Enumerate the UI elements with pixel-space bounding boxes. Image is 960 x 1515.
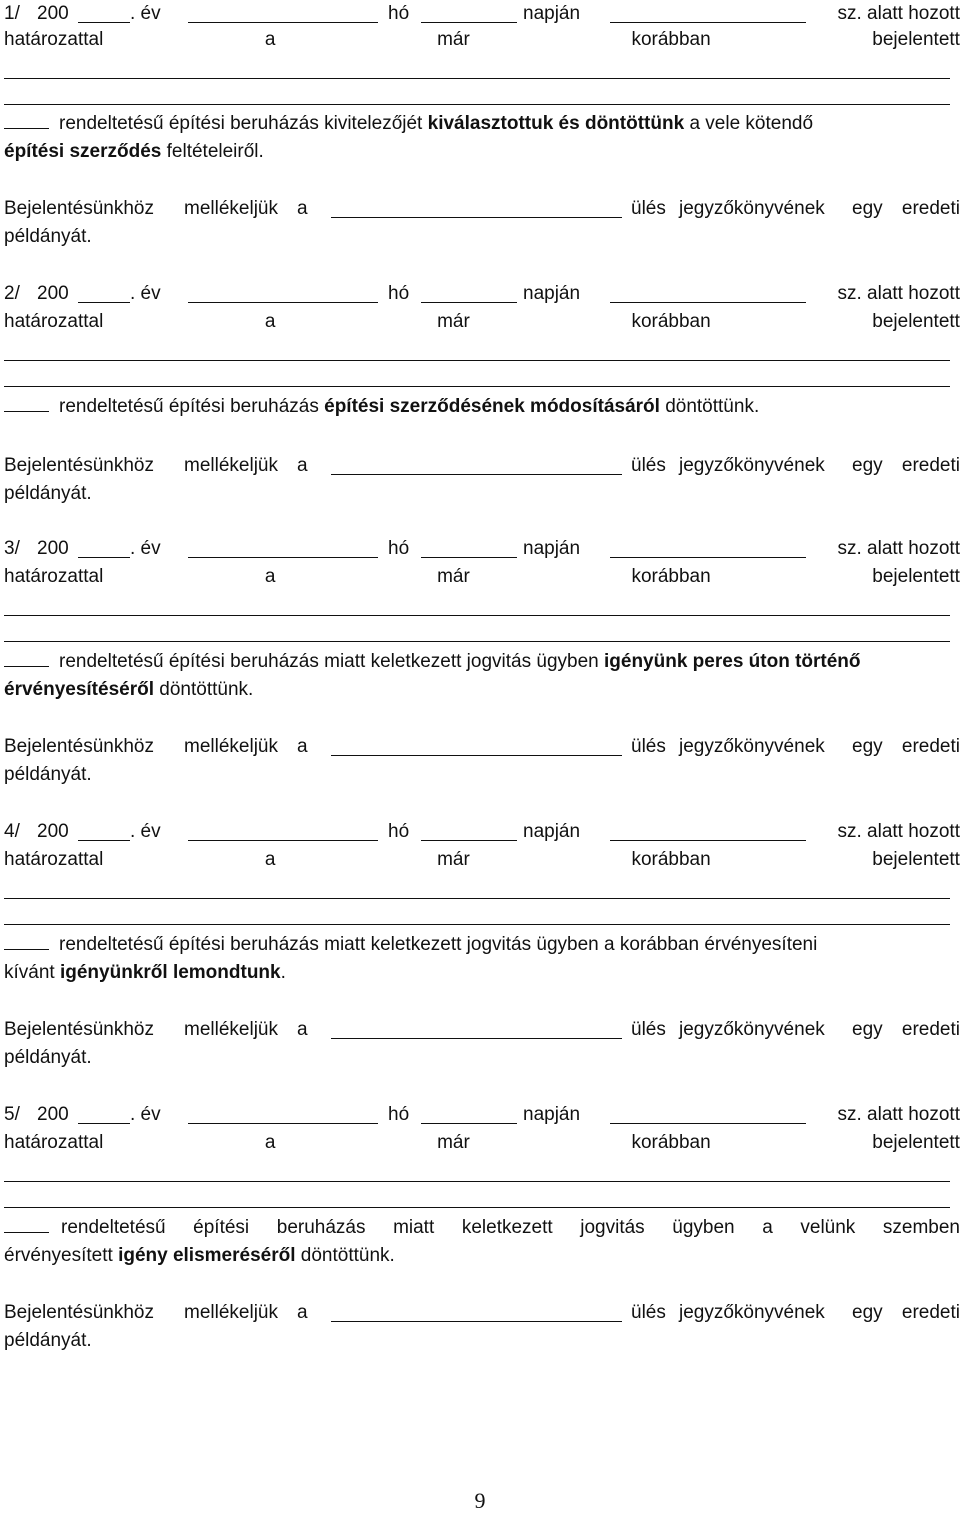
date-line-2 <box>4 280 960 308</box>
day-blank[interactable] <box>421 822 517 841</box>
text: döntöttünk. <box>159 679 254 700</box>
blank-short[interactable] <box>4 393 49 412</box>
body-line <box>4 393 960 421</box>
body-line <box>4 1214 960 1242</box>
year-prefix: 200 <box>37 283 69 304</box>
section-number: 4/ <box>4 821 20 842</box>
word: határozattal <box>4 311 104 332</box>
text: példányát. <box>4 764 92 785</box>
date-line-4 <box>4 818 960 846</box>
number-blank[interactable] <box>610 284 806 303</box>
hatarozattal-line <box>4 846 960 874</box>
word: határozattal <box>4 1132 104 1153</box>
word: bejelentett <box>872 29 960 50</box>
month-blank[interactable] <box>188 284 378 303</box>
attachment-line-2 <box>4 223 960 251</box>
word: jegyzőkönyvének <box>679 1302 825 1323</box>
text: rendeltetésű építési beruházás miatt keletkezett jogvitás ügyben a korábban érvényesíteni <box>59 934 818 955</box>
word: korábban <box>631 311 711 332</box>
word: mellékeljük <box>184 455 278 476</box>
section-number: 5/ <box>4 1104 20 1125</box>
year-blank[interactable] <box>78 1105 130 1124</box>
ev-label: . év <box>130 283 161 304</box>
word: a <box>264 849 276 870</box>
word: eredeti <box>901 736 960 757</box>
bold-text: igény elismeréséről <box>118 1245 296 1266</box>
bold-text: érvényesítéséről <box>4 679 154 700</box>
word: bejelentett <box>872 1132 960 1153</box>
word: mellékeljük <box>184 1019 278 1040</box>
word: határozattal <box>4 566 104 587</box>
word: Bejelentésünkhöz <box>4 736 154 757</box>
alatt-label: sz. alatt hozott <box>837 1104 960 1125</box>
text: példányát. <box>4 1330 92 1351</box>
month-blank[interactable] <box>188 539 378 558</box>
text: példányát. <box>4 1047 92 1068</box>
word: már <box>437 29 470 50</box>
word: jegyzőkönyvének <box>679 198 825 219</box>
word: bejelentett <box>872 566 960 587</box>
text: kívánt <box>4 962 55 983</box>
blank-line[interactable] <box>4 386 950 387</box>
number-blank[interactable] <box>610 539 806 558</box>
date-line-5 <box>4 1101 960 1129</box>
blank-line[interactable] <box>4 78 950 79</box>
day-blank[interactable] <box>421 284 517 303</box>
ho-label: hó <box>388 538 410 559</box>
meeting-blank[interactable] <box>331 1020 622 1039</box>
hatarozattal-line <box>4 308 960 336</box>
napjan-label: napján <box>523 821 581 842</box>
blank-short[interactable] <box>4 110 49 129</box>
blank-line[interactable] <box>4 898 950 899</box>
year-prefix: 200 <box>37 1104 69 1125</box>
word: ülés <box>631 455 666 476</box>
word: már <box>437 566 470 587</box>
text: érvényesített <box>4 1245 113 1266</box>
bold-text: igényünkről lemondtunk <box>59 962 281 983</box>
word: a <box>297 736 308 757</box>
alatt-label: sz. alatt hozott <box>837 538 960 559</box>
hatarozattal-line <box>4 1129 960 1157</box>
page-number: 9 <box>474 1488 486 1513</box>
bold-text: építési szerződésének módosításáról <box>324 396 660 417</box>
year-blank[interactable] <box>78 822 130 841</box>
word: mellékeljük <box>184 1302 278 1323</box>
day-blank[interactable] <box>421 4 517 23</box>
date-line-1 <box>4 0 960 28</box>
ev-label: . év <box>130 821 161 842</box>
attachment-line-2 <box>4 761 960 789</box>
body-line <box>4 110 960 138</box>
number-blank[interactable] <box>610 822 806 841</box>
word: a <box>297 198 308 219</box>
word: egy <box>852 455 883 476</box>
word: jegyzőkönyvének <box>679 736 825 757</box>
attachment-line <box>4 452 960 480</box>
text: döntöttünk. <box>665 396 760 417</box>
number-blank[interactable] <box>610 1105 806 1124</box>
day-blank[interactable] <box>421 1105 517 1124</box>
bold-text: igényünk peres úton történő <box>604 651 861 672</box>
word: mellékeljük <box>184 198 278 219</box>
meeting-blank[interactable] <box>331 737 622 756</box>
year-blank[interactable] <box>78 539 130 558</box>
word: határozattal <box>4 849 104 870</box>
section-number: 3/ <box>4 538 20 559</box>
meeting-blank[interactable] <box>331 199 622 218</box>
napjan-label: napján <box>523 283 581 304</box>
year-prefix: 200 <box>37 3 69 24</box>
word: Bejelentésünkhöz <box>4 455 154 476</box>
word: egy <box>852 198 883 219</box>
year-blank[interactable] <box>78 284 130 303</box>
year-prefix: 200 <box>37 821 69 842</box>
word: a <box>297 1302 308 1323</box>
word: már <box>437 311 470 332</box>
hatarozattal-line <box>4 26 960 54</box>
alatt-label: sz. alatt hozott <box>837 283 960 304</box>
attachment-line-2 <box>4 1044 960 1072</box>
blank-line[interactable] <box>4 924 950 925</box>
word: ülés <box>631 1019 666 1040</box>
word: a <box>297 455 308 476</box>
month-blank[interactable] <box>188 4 378 23</box>
text: rendeltetésű építési beruházás <box>59 396 319 417</box>
word: bejelentett <box>872 849 960 870</box>
text: rendeltetésű építési beruházás kivitelezőjét <box>59 113 423 134</box>
bold-text: kiválasztottuk és döntöttünk <box>427 113 685 134</box>
text: példányát. <box>4 226 92 247</box>
day-blank[interactable] <box>421 539 517 558</box>
blank-line[interactable] <box>4 1181 950 1182</box>
attachment-line <box>4 195 960 223</box>
meeting-blank[interactable] <box>331 1303 622 1322</box>
month-blank[interactable] <box>188 822 378 841</box>
year-prefix: 200 <box>37 538 69 559</box>
word: jegyzőkönyvének <box>679 1019 825 1040</box>
text: rendeltetésű építési beruházás miatt keletkezett jogvitás ügyben <box>59 651 599 672</box>
blank-line[interactable] <box>4 1207 950 1208</box>
word: már <box>437 1132 470 1153</box>
blank-line[interactable] <box>4 104 950 105</box>
word: egy <box>852 1019 883 1040</box>
word: korábban <box>631 566 711 587</box>
word: eredeti <box>901 1302 960 1323</box>
blank-short[interactable] <box>4 648 49 667</box>
body-line <box>4 138 960 166</box>
ho-label: hó <box>388 283 410 304</box>
text: döntöttünk. <box>300 1245 395 1266</box>
ho-label: hó <box>388 821 410 842</box>
body-line <box>4 648 960 676</box>
blank-line[interactable] <box>4 641 950 642</box>
text: példányát. <box>4 483 92 504</box>
body-line <box>4 959 960 987</box>
alatt-label: sz. alatt hozott <box>837 821 960 842</box>
ho-label: hó <box>388 3 410 24</box>
word: ülés <box>631 198 666 219</box>
word: a <box>264 1132 276 1153</box>
month-blank[interactable] <box>188 1105 378 1124</box>
napjan-label: napján <box>523 538 581 559</box>
word: a <box>264 566 276 587</box>
word: eredeti <box>901 1019 960 1040</box>
meeting-blank[interactable] <box>331 456 622 475</box>
word: korábban <box>631 849 711 870</box>
word: egy <box>852 1302 883 1323</box>
alatt-label: sz. alatt hozott <box>837 3 960 24</box>
hatarozattal-line <box>4 563 960 591</box>
text: . <box>280 962 286 983</box>
word: eredeti <box>901 455 960 476</box>
word: Bejelentésünkhöz <box>4 1302 154 1323</box>
word: a <box>264 311 276 332</box>
text: rendeltetésű építési beruházás miatt keletkezett jogvitás ügyben a velünk szemben <box>61 1217 960 1238</box>
body-line <box>4 931 960 959</box>
word: korábban <box>631 1132 711 1153</box>
body-line <box>4 1242 960 1270</box>
number-blank[interactable] <box>610 4 806 23</box>
word: a <box>297 1019 308 1040</box>
word: eredeti <box>901 198 960 219</box>
ev-label: . év <box>130 3 161 24</box>
word: jegyzőkönyvének <box>679 455 825 476</box>
ev-label: . év <box>130 1104 161 1125</box>
word: bejelentett <box>872 311 960 332</box>
napjan-label: napján <box>523 3 581 24</box>
bold-text: építési szerződés <box>4 141 162 162</box>
date-line-3 <box>4 535 960 563</box>
attachment-line-2 <box>4 1327 960 1355</box>
word: ülés <box>631 1302 666 1323</box>
blank-short[interactable] <box>4 1214 49 1233</box>
word: Bejelentésünkhöz <box>4 1019 154 1040</box>
attachment-line-2 <box>4 480 960 508</box>
word: határozattal <box>4 29 104 50</box>
text: a vele kötendő <box>689 113 814 134</box>
word: ülés <box>631 736 666 757</box>
word: egy <box>852 736 883 757</box>
blank-line[interactable] <box>4 360 950 361</box>
word: korábban <box>631 29 711 50</box>
ev-label: . év <box>130 538 161 559</box>
word: a <box>264 29 276 50</box>
year-blank[interactable] <box>78 4 130 23</box>
word: mellékeljük <box>184 736 278 757</box>
word: Bejelentésünkhöz <box>4 198 154 219</box>
attachment-line <box>4 733 960 761</box>
ho-label: hó <box>388 1104 410 1125</box>
text: feltételeiről. <box>166 141 264 162</box>
word: már <box>437 849 470 870</box>
blank-short[interactable] <box>4 931 49 950</box>
body-line <box>4 676 960 704</box>
attachment-line <box>4 1299 960 1327</box>
napjan-label: napján <box>523 1104 581 1125</box>
attachment-line <box>4 1016 960 1044</box>
section-number: 2/ <box>4 283 20 304</box>
section-number: 1/ <box>4 3 20 24</box>
blank-line[interactable] <box>4 615 950 616</box>
